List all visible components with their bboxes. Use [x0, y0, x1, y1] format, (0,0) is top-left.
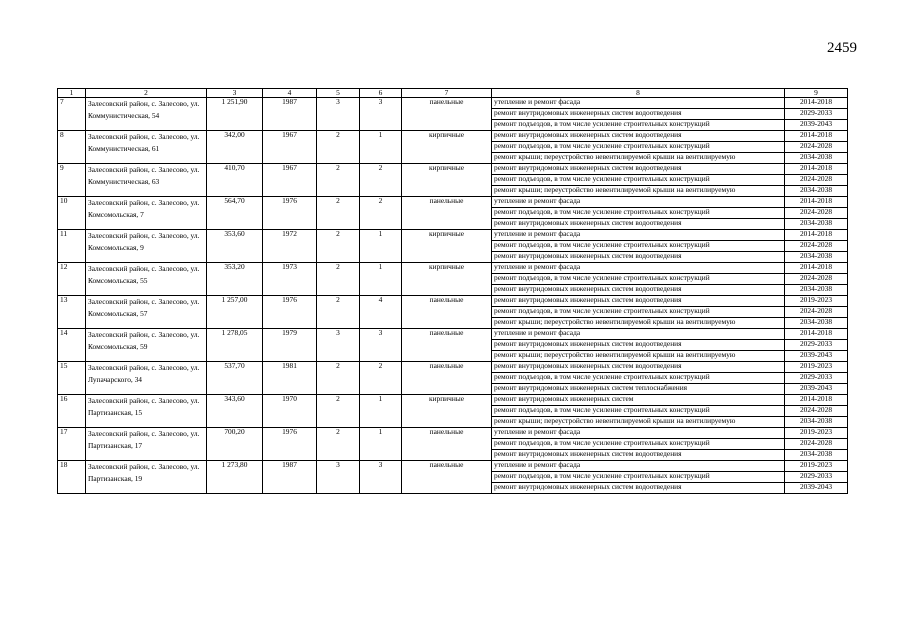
year-cell: 1970	[263, 395, 317, 428]
work-period-cell: 2014-2018	[785, 197, 848, 208]
year-cell: 1972	[263, 230, 317, 263]
table-row	[58, 131, 848, 142]
entry-number: 14	[58, 329, 86, 362]
work-period-cell: 2014-2018	[785, 329, 848, 340]
work-type-cell: утепление и ремонт фасада	[492, 197, 785, 208]
entrances-cell: 1	[360, 263, 402, 296]
work-period-cell: 2034-2038	[785, 417, 848, 428]
year-cell: 1976	[263, 296, 317, 329]
work-type-cell: утепление и ремонт фасада	[492, 428, 785, 439]
entrances-cell: 2	[360, 164, 402, 197]
area-cell: 537,70	[207, 362, 263, 395]
work-period-cell: 2014-2018	[785, 230, 848, 241]
year-cell: 1976	[263, 197, 317, 230]
header-cell: 1	[58, 89, 86, 98]
table-row	[58, 428, 848, 439]
work-period-cell: 2024-2028	[785, 208, 848, 219]
entrances-cell: 1	[360, 428, 402, 461]
work-type-cell: ремонт внутридомовых инженерных систем водоотведения	[492, 296, 785, 307]
work-period-cell: 2029-2033	[785, 109, 848, 120]
work-period-cell: 2024-2028	[785, 274, 848, 285]
area-cell: 353,20	[207, 263, 263, 296]
work-period-cell: 2034-2038	[785, 285, 848, 296]
floors-cell: 3	[317, 329, 360, 362]
work-type-cell: ремонт подъездов, в том числе усиление строительных конструкций	[492, 439, 785, 450]
work-type-cell: ремонт внутридомовых инженерных систем водоотведения	[492, 109, 785, 120]
work-period-cell: 2039-2043	[785, 351, 848, 362]
work-type-cell: ремонт внутридомовых инженерных систем водоотведения	[492, 252, 785, 263]
wall-material-cell: панельные	[402, 362, 492, 395]
work-period-cell: 2014-2018	[785, 395, 848, 406]
address-cell: Залесовский район, с. Залесово, ул. Коммунистическая, 54	[86, 98, 207, 131]
address-cell: Залесовский район, с. Залесово, ул. Партизанская, 17	[86, 428, 207, 461]
wall-material-cell: кирпичные	[402, 131, 492, 164]
work-type-cell: ремонт крыши; переустройство невентилируемой крыши на вентилируемую	[492, 153, 785, 164]
address-cell: Залесовский район, с. Залесово, ул. Комсомольская, 55	[86, 263, 207, 296]
year-cell: 1967	[263, 164, 317, 197]
entry-number: 12	[58, 263, 86, 296]
work-type-cell: ремонт внутридомовых инженерных систем теплоснабжения	[492, 384, 785, 395]
entrances-cell: 1	[360, 395, 402, 428]
work-type-cell: ремонт внутридомовых инженерных систем водоотведения	[492, 131, 785, 142]
entry-number: 16	[58, 395, 86, 428]
work-period-cell: 2034-2038	[785, 450, 848, 461]
work-period-cell: 2019-2023	[785, 362, 848, 373]
entry-number: 15	[58, 362, 86, 395]
year-cell: 1967	[263, 131, 317, 164]
wall-material-cell: панельные	[402, 461, 492, 494]
entry-number: 8	[58, 131, 86, 164]
work-type-cell: ремонт подъездов, в том числе усиление строительных конструкций	[492, 175, 785, 186]
work-period-cell: 2039-2043	[785, 384, 848, 395]
header-cell: 8	[492, 89, 785, 98]
header-cell: 5	[317, 89, 360, 98]
header-cell: 4	[263, 89, 317, 98]
year-cell: 1981	[263, 362, 317, 395]
work-type-cell: ремонт подъездов, в том числе усиление строительных конструкций	[492, 307, 785, 318]
work-type-cell: ремонт подъездов, в том числе усиление строительных конструкций	[492, 274, 785, 285]
area-cell: 410,70	[207, 164, 263, 197]
work-period-cell: 2024-2028	[785, 439, 848, 450]
work-period-cell: 2039-2043	[785, 120, 848, 131]
area-cell: 342,00	[207, 131, 263, 164]
header-cell: 7	[402, 89, 492, 98]
work-type-cell: ремонт подъездов, в том числе усиление строительных конструкций	[492, 472, 785, 483]
work-period-cell: 2014-2018	[785, 164, 848, 175]
header-cell: 2	[86, 89, 207, 98]
work-type-cell: утепление и ремонт фасада	[492, 98, 785, 109]
work-period-cell: 2014-2018	[785, 98, 848, 109]
work-type-cell: ремонт подъездов, в том числе усиление строительных конструкций	[492, 406, 785, 417]
header-row	[58, 89, 848, 98]
floors-cell: 2	[317, 263, 360, 296]
work-type-cell: ремонт внутридомовых инженерных систем	[492, 395, 785, 406]
work-period-cell: 2034-2038	[785, 186, 848, 197]
address-cell: Залесовский район, с. Залесово, ул. Партизанская, 19	[86, 461, 207, 494]
work-type-cell: утепление и ремонт фасада	[492, 461, 785, 472]
area-cell: 564,70	[207, 197, 263, 230]
work-type-cell: ремонт подъездов, в том числе усиление строительных конструкций	[492, 241, 785, 252]
work-period-cell: 2034-2038	[785, 219, 848, 230]
floors-cell: 2	[317, 296, 360, 329]
table-row	[58, 263, 848, 274]
entry-number: 9	[58, 164, 86, 197]
work-period-cell: 2014-2018	[785, 131, 848, 142]
floors-cell: 2	[317, 428, 360, 461]
address-cell: Залесовский район, с. Залесово, ул. Комсомольская, 57	[86, 296, 207, 329]
floors-cell: 2	[317, 395, 360, 428]
work-period-cell: 2034-2038	[785, 153, 848, 164]
work-period-cell: 2024-2028	[785, 241, 848, 252]
work-type-cell: ремонт крыши; переустройство невентилируемой крыши на вентилируемую	[492, 417, 785, 428]
work-type-cell: ремонт внутридомовых инженерных систем водоотведения	[492, 362, 785, 373]
area-cell: 1 273,80	[207, 461, 263, 494]
work-period-cell: 2024-2028	[785, 142, 848, 153]
entrances-cell: 2	[360, 197, 402, 230]
floors-cell: 2	[317, 197, 360, 230]
entry-number: 18	[58, 461, 86, 494]
year-cell: 1987	[263, 98, 317, 131]
work-period-cell: 2029-2033	[785, 373, 848, 384]
work-type-cell: ремонт подъездов, в том числе усиление строительных конструкций	[492, 373, 785, 384]
work-type-cell: ремонт крыши; переустройство невентилируемой крыши на вентилируемую	[492, 186, 785, 197]
address-cell: Залесовский район, с. Залесово, ул. Коммунистическая, 63	[86, 164, 207, 197]
work-type-cell: утепление и ремонт фасада	[492, 230, 785, 241]
entrances-cell: 2	[360, 362, 402, 395]
work-type-cell: ремонт подъездов, в том числе усиление строительных конструкций	[492, 120, 785, 131]
work-period-cell: 2014-2018	[785, 263, 848, 274]
header-cell: 6	[360, 89, 402, 98]
entrances-cell: 3	[360, 461, 402, 494]
entrances-cell: 4	[360, 296, 402, 329]
entry-number: 13	[58, 296, 86, 329]
floors-cell: 2	[317, 230, 360, 263]
work-period-cell: 2024-2028	[785, 406, 848, 417]
floors-cell: 3	[317, 98, 360, 131]
address-cell: Залесовский район, с. Залесово, ул. Комсомольская, 59	[86, 329, 207, 362]
address-cell: Залесовский район, с. Залесово, ул. Комсомольская, 7	[86, 197, 207, 230]
table-row	[58, 395, 848, 406]
entrances-cell: 3	[360, 98, 402, 131]
work-period-cell: 2039-2043	[785, 483, 848, 494]
work-type-cell: ремонт внутридомовых инженерных систем водоотведения	[492, 285, 785, 296]
wall-material-cell: кирпичные	[402, 230, 492, 263]
area-cell: 1 251,90	[207, 98, 263, 131]
year-cell: 1979	[263, 329, 317, 362]
work-type-cell: ремонт крыши; переустройство невентилируемой крыши на вентилируемую	[492, 318, 785, 329]
header-cell: 3	[207, 89, 263, 98]
entrances-cell: 1	[360, 131, 402, 164]
work-type-cell: ремонт внутридомовых инженерных систем водоотведения	[492, 340, 785, 351]
table-row	[58, 197, 848, 208]
table-row	[58, 329, 848, 340]
wall-material-cell: кирпичные	[402, 164, 492, 197]
wall-material-cell: панельные	[402, 296, 492, 329]
work-type-cell: ремонт подъездов, в том числе усиление строительных конструкций	[492, 142, 785, 153]
area-cell: 353,60	[207, 230, 263, 263]
address-cell: Залесовский район, с. Залесово, ул. Лупачарского, 34	[86, 362, 207, 395]
area-cell: 1 278,05	[207, 329, 263, 362]
area-cell: 343,60	[207, 395, 263, 428]
work-type-cell: ремонт подъездов, в том числе усиление строительных конструкций	[492, 208, 785, 219]
year-cell: 1973	[263, 263, 317, 296]
entry-number: 10	[58, 197, 86, 230]
work-type-cell: ремонт внутридомовых инженерных систем водоотведения	[492, 219, 785, 230]
work-type-cell: ремонт внутридомовых инженерных систем водоотведения	[492, 450, 785, 461]
work-type-cell: утепление и ремонт фасада	[492, 329, 785, 340]
table-row	[58, 296, 848, 307]
year-cell: 1976	[263, 428, 317, 461]
repair-schedule-table	[57, 88, 848, 494]
wall-material-cell: панельные	[402, 329, 492, 362]
wall-material-cell: панельные	[402, 428, 492, 461]
table-row	[58, 362, 848, 373]
wall-material-cell: панельные	[402, 98, 492, 131]
area-cell: 1 257,00	[207, 296, 263, 329]
table-row	[58, 98, 848, 109]
year-cell: 1987	[263, 461, 317, 494]
work-type-cell: ремонт внутридомовых инженерных систем водоотведения	[492, 483, 785, 494]
floors-cell: 3	[317, 461, 360, 494]
entrances-cell: 1	[360, 230, 402, 263]
wall-material-cell: кирпичные	[402, 395, 492, 428]
table-body	[58, 98, 848, 494]
area-cell: 700,20	[207, 428, 263, 461]
address-cell: Залесовский район, с. Залесово, ул. Комсомольская, 9	[86, 230, 207, 263]
address-cell: Залесовский район, с. Залесово, ул. Партизанская, 15	[86, 395, 207, 428]
work-period-cell: 2024-2028	[785, 307, 848, 318]
floors-cell: 2	[317, 164, 360, 197]
table-row	[58, 230, 848, 241]
wall-material-cell: панельные	[402, 197, 492, 230]
page-number: 2459	[827, 40, 857, 56]
work-period-cell: 2019-2023	[785, 461, 848, 472]
work-period-cell: 2034-2038	[785, 252, 848, 263]
wall-material-cell: кирпичные	[402, 263, 492, 296]
floors-cell: 2	[317, 362, 360, 395]
entrances-cell: 3	[360, 329, 402, 362]
entry-number: 17	[58, 428, 86, 461]
work-period-cell: 2034-2038	[785, 318, 848, 329]
work-period-cell: 2029-2033	[785, 340, 848, 351]
header-cell: 9	[785, 89, 848, 98]
entry-number: 11	[58, 230, 86, 263]
work-period-cell: 2024-2028	[785, 175, 848, 186]
work-period-cell: 2019-2023	[785, 428, 848, 439]
floors-cell: 2	[317, 131, 360, 164]
table-row	[58, 461, 848, 472]
work-period-cell: 2019-2023	[785, 296, 848, 307]
work-period-cell: 2029-2033	[785, 472, 848, 483]
table-row	[58, 164, 848, 175]
address-cell: Залесовский район, с. Залесово, ул. Коммунистическая, 61	[86, 131, 207, 164]
work-type-cell: ремонт крыши; переустройство невентилируемой крыши на вентилируемую	[492, 351, 785, 362]
work-type-cell: ремонт внутридомовых инженерных систем водоотведения	[492, 164, 785, 175]
entry-number: 7	[58, 98, 86, 131]
work-type-cell: утепление и ремонт фасада	[492, 263, 785, 274]
